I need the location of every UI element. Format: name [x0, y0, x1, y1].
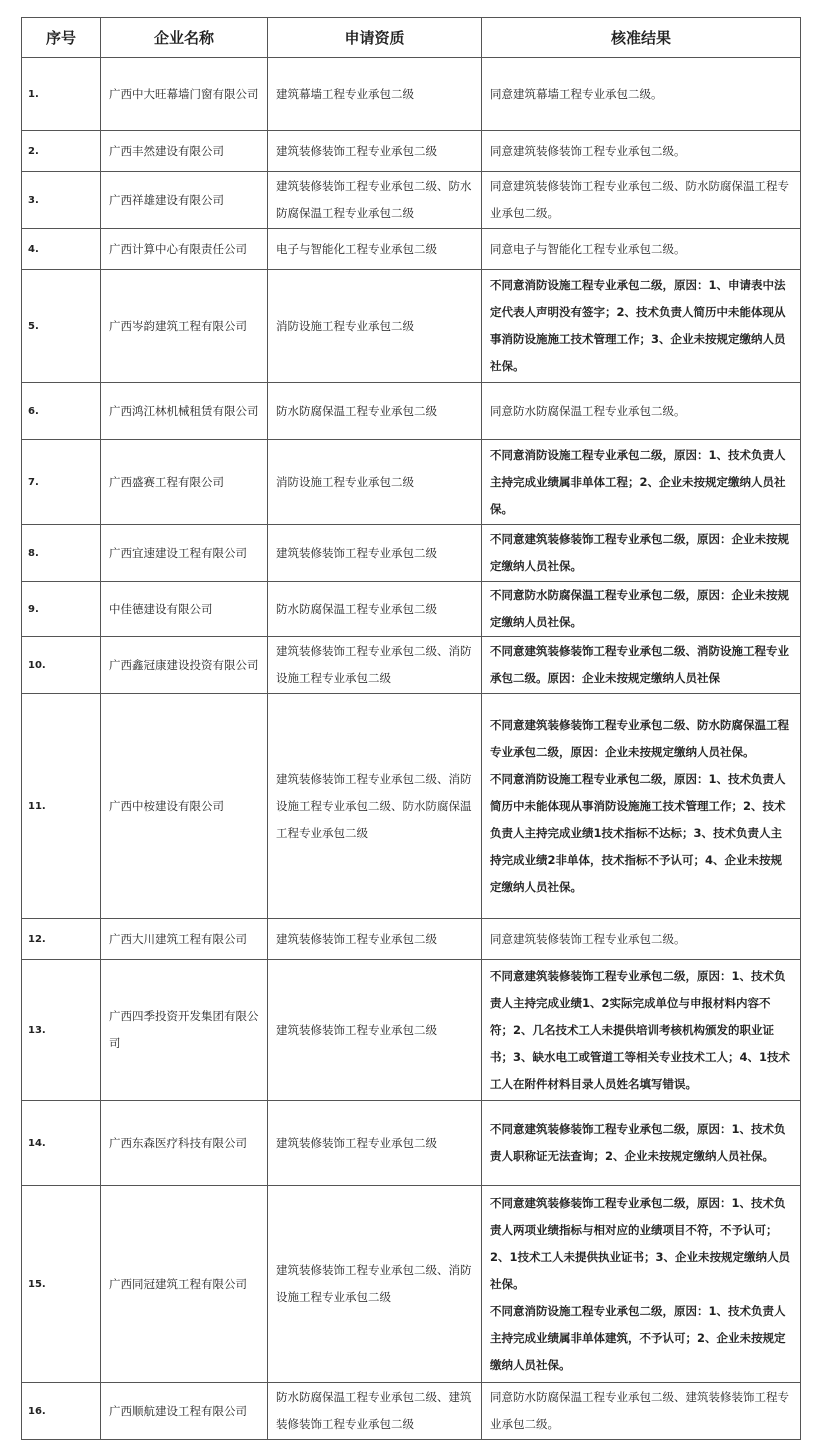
row-number: 9.: [22, 582, 101, 637]
header-company: 企业名称: [101, 18, 268, 58]
approval-result: [482, 131, 801, 172]
row-number: 13.: [22, 960, 101, 1101]
result-paragraph: 同意建筑幕墙工程专业承包二级。: [490, 86, 663, 101]
table-row: [22, 1186, 801, 1383]
row-number: 12.: [22, 919, 101, 960]
company-name: 广西顺航建设工程有限公司: [101, 1383, 268, 1440]
table-row: [22, 1101, 801, 1186]
table-row: [22, 172, 801, 229]
result-paragraph: 不同意建筑装修装饰工程专业承包二级，原因：企业未按规定缴纳人员社保。: [490, 532, 789, 573]
row-number: 5.: [22, 270, 101, 383]
applied-qualification: 建筑装修装饰工程专业承包二级、消防设施工程专业承包二级: [268, 1186, 482, 1383]
table-row: [22, 383, 801, 440]
company-name: 广西鑫冠康建设投资有限公司: [101, 637, 268, 694]
result-paragraph: 不同意建筑装修装饰工程专业承包二级，原因：1、技术负责人职称证无法查询；2、企业未按规定缴纳人员社保。: [490, 1122, 786, 1163]
row-number: 3.: [22, 172, 101, 229]
company-name: 广西计算中心有限责任公司: [101, 229, 268, 270]
approval-result: [482, 1186, 801, 1383]
header-result: 核准结果: [482, 18, 801, 58]
approval-result: [482, 960, 801, 1101]
company-name: 广西四季投资开发集团有限公司: [101, 960, 268, 1101]
company-name: 广西鸿江林机械租赁有限公司: [101, 383, 268, 440]
approval-table: [21, 17, 801, 1440]
table-body: [22, 58, 801, 1440]
applied-qualification: 消防设施工程专业承包二级: [268, 270, 482, 383]
table-row: [22, 919, 801, 960]
table-row: [22, 637, 801, 694]
approval-result: [482, 270, 801, 383]
applied-qualification: 防水防腐保温工程专业承包二级: [268, 383, 482, 440]
applied-qualification: 建筑装修装饰工程专业承包二级: [268, 919, 482, 960]
applied-qualification: 防水防腐保温工程专业承包二级、建筑装修装饰工程专业承包二级: [268, 1383, 482, 1440]
approval-result: [482, 440, 801, 525]
applied-qualification: 建筑装修装饰工程专业承包二级: [268, 525, 482, 582]
row-number: 14.: [22, 1101, 101, 1186]
table-row: [22, 694, 801, 919]
result-paragraph: 同意电子与智能化工程专业承包二级。: [490, 241, 686, 256]
result-paragraph: 不同意消防设施工程专业承包二级，原因：1、申请表中法定代表人声明没有签字；2、技术负责人简历中未能体现从事消防设施施工技术管理工作；3、企业未按规定缴纳人员社保。: [490, 278, 786, 373]
table-header: [22, 18, 801, 58]
company-name: 广西同冠建筑工程有限公司: [101, 1186, 268, 1383]
result-paragraph: 不同意建筑装修装饰工程专业承包二级、防水防腐保温工程专业承包二级，原因：企业未按规定缴纳人员社保。: [490, 717, 789, 759]
company-name: 广西宜速建设工程有限公司: [101, 525, 268, 582]
approval-result: [482, 383, 801, 440]
approval-table-container: [21, 17, 800, 1440]
result-paragraph: 不同意消防设施工程专业承包二级，原因：1、技术负责人主持完成业绩属非单体建筑，不予认可；2、企业未按规定缴纳人员社保。: [490, 1303, 786, 1372]
result-paragraph: 不同意防水防腐保温工程专业承包二级，原因：企业未按规定缴纳人员社保。: [490, 588, 789, 629]
approval-result: [482, 58, 801, 131]
row-number: 16.: [22, 1383, 101, 1440]
table-row: [22, 525, 801, 582]
company-name: 广西中大旺幕墙门窗有限公司: [101, 58, 268, 131]
row-number: 8.: [22, 525, 101, 582]
applied-qualification: 建筑装修装饰工程专业承包二级: [268, 960, 482, 1101]
company-name: 广西东森医疗科技有限公司: [101, 1101, 268, 1186]
header-number: 序号: [22, 18, 101, 58]
table-row: [22, 1383, 801, 1440]
table-row: [22, 58, 801, 131]
table-row: [22, 440, 801, 525]
table-row: [22, 131, 801, 172]
approval-result: [482, 694, 801, 919]
approval-result: [482, 919, 801, 960]
table-row: [22, 582, 801, 637]
row-number: 15.: [22, 1186, 101, 1383]
result-paragraph: 不同意消防设施工程专业承包二级，原因：1、技术负责人简历中未能体现从事消防设施施工技术管理工作；2、技术负责人主持完成业绩1技术指标不达标；3、技术负责人主持完成业绩2非单体，技术指标不予认可；4、企业未按规定缴纳人员社保。: [490, 771, 786, 894]
company-name: 广西丰然建设有限公司: [101, 131, 268, 172]
applied-qualification: 消防设施工程专业承包二级: [268, 440, 482, 525]
row-number: 10.: [22, 637, 101, 694]
applied-qualification: 电子与智能化工程专业承包二级: [268, 229, 482, 270]
company-name: 广西大川建筑工程有限公司: [101, 919, 268, 960]
applied-qualification: 建筑装修装饰工程专业承包二级、消防设施工程专业承包二级: [268, 637, 482, 694]
approval-result: [482, 637, 801, 694]
row-number: 1.: [22, 58, 101, 131]
company-name: 广西岑韵建筑工程有限公司: [101, 270, 268, 383]
row-number: 7.: [22, 440, 101, 525]
table-row: [22, 960, 801, 1101]
table-row: [22, 229, 801, 270]
row-number: 6.: [22, 383, 101, 440]
applied-qualification: 建筑幕墙工程专业承包二级: [268, 58, 482, 131]
header-qualification: 申请资质: [268, 18, 482, 58]
approval-result: [482, 582, 801, 637]
result-paragraph: 同意建筑装修装饰工程专业承包二级、防水防腐保温工程专业承包二级。: [490, 179, 789, 220]
row-number: 2.: [22, 131, 101, 172]
result-paragraph: 同意防水防腐保温工程专业承包二级。: [490, 403, 686, 418]
applied-qualification: 建筑装修装饰工程专业承包二级: [268, 131, 482, 172]
approval-result: [482, 229, 801, 270]
result-paragraph: 同意建筑装修装饰工程专业承包二级。: [490, 143, 686, 158]
row-number: 11.: [22, 694, 101, 919]
approval-result: [482, 525, 801, 582]
company-name: 中佳德建设有限公司: [101, 582, 268, 637]
company-name: 广西祥雄建设有限公司: [101, 172, 268, 229]
applied-qualification: 建筑装修装饰工程专业承包二级、消防设施工程专业承包二级、防水防腐保温工程专业承包二级: [268, 694, 482, 919]
table-row: [22, 270, 801, 383]
applied-qualification: 建筑装修装饰工程专业承包二级: [268, 1101, 482, 1186]
result-paragraph: 不同意建筑装修装饰工程专业承包二级，原因：1、技术负责人主持完成业绩1、2实际完成单位与申报材料内容不符；2、几名技术工人未提供培训考核机构颁发的职业证书；3、缺水电工或管道工等相关专业技术工人；4、1技术工人在附件材料目录人员姓名填写错误。: [490, 968, 791, 1091]
company-name: 广西盛赛工程有限公司: [101, 440, 268, 525]
approval-result: [482, 1101, 801, 1186]
applied-qualification: 防水防腐保温工程专业承包二级: [268, 582, 482, 637]
approval-result: [482, 1383, 801, 1440]
company-name: 广西中桉建设有限公司: [101, 694, 268, 919]
result-paragraph: 同意防水防腐保温工程专业承包二级、建筑装修装饰工程专业承包二级。: [490, 1390, 789, 1431]
result-paragraph: 不同意建筑装修装饰工程专业承包二级，原因：1、技术负责人两项业绩指标与相对应的业绩项目不符，不予认可；2、1技术工人未提供执业证书；3、企业未按规定缴纳人员社保。: [490, 1195, 791, 1291]
result-paragraph: 不同意建筑装修装饰工程专业承包二级、消防设施工程专业承包二级。原因：企业未按规定缴纳人员社保: [490, 644, 789, 685]
result-paragraph: 同意建筑装修装饰工程专业承包二级。: [490, 931, 686, 946]
result-paragraph: 不同意消防设施工程专业承包二级，原因：1、技术负责人主持完成业绩属非单体工程；2、企业未按规定缴纳人员社保。: [490, 447, 786, 516]
applied-qualification: 建筑装修装饰工程专业承包二级、防水防腐保温工程专业承包二级: [268, 172, 482, 229]
row-number: 4.: [22, 229, 101, 270]
approval-result: [482, 172, 801, 229]
header-row: [22, 18, 801, 58]
